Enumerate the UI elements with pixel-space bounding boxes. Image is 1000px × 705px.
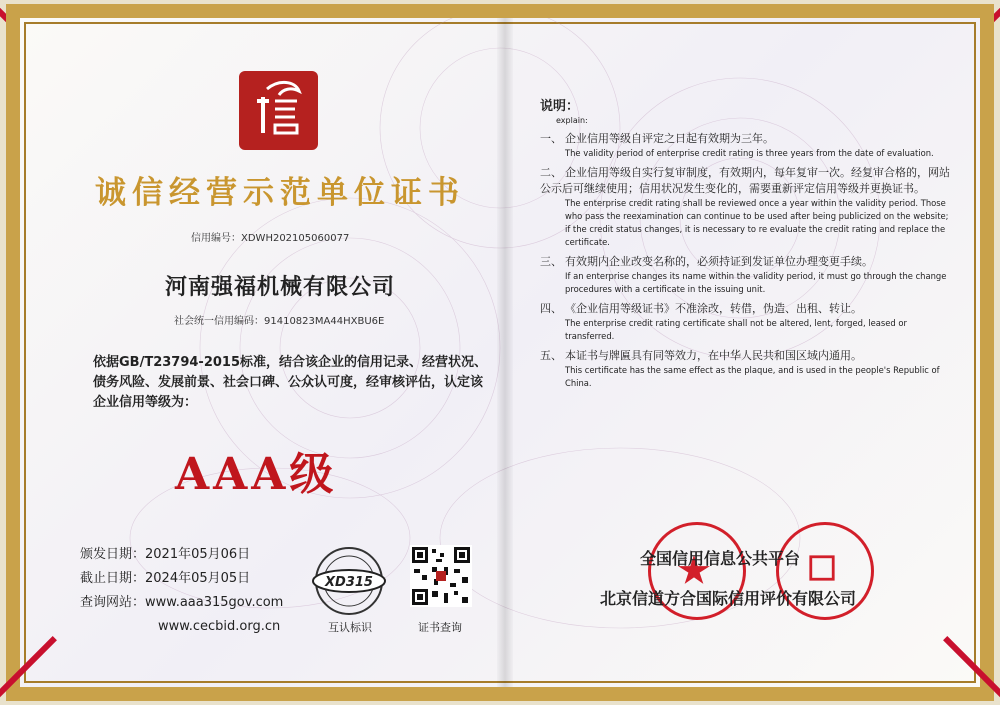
certificate-title: 诚信经营示范单位证书 bbox=[95, 175, 465, 211]
item-number: 二、 bbox=[540, 166, 562, 179]
item-text-cn: 本证书与牌匾具有同等效力，在中华人民共和国区域内通用。 bbox=[565, 349, 862, 362]
social-credit-code bbox=[174, 312, 384, 327]
mark-text: XD315 bbox=[325, 575, 373, 590]
certificate-dates bbox=[80, 543, 283, 639]
query-website-2: www.cecbid.org.cn bbox=[158, 619, 281, 634]
item-text-en: If an enterprise changes its name within the validity period, it must go through the change procedures with a certificate in the issuing unit. bbox=[565, 271, 947, 294]
explain-item bbox=[540, 131, 950, 160]
credit-logo-icon bbox=[239, 71, 318, 150]
explain-item bbox=[540, 254, 950, 296]
qr-caption: 证书查询 bbox=[418, 621, 462, 634]
issuer-platform: 全国信用信息公共平台 bbox=[640, 549, 801, 568]
explain-section bbox=[540, 95, 950, 395]
mark-caption: 互认标识 bbox=[328, 621, 372, 634]
item-text-en: The validity period of enterprise credit rating is three years from the date of evaluation. bbox=[565, 148, 934, 158]
item-text-en: This certificate has the same effect as the plaque, and is used in the people's Republic of China. bbox=[565, 365, 940, 388]
explain-item bbox=[540, 301, 950, 343]
item-number: 三、 bbox=[540, 255, 562, 268]
explain-item bbox=[540, 165, 950, 249]
query-website: 查询网站：www.aaa315gov.com bbox=[80, 595, 284, 610]
item-text-cn: 企业信用等级自实行复审制度，有效期内，每年复审一次。经复审合格的，网站公示后可继续使用；信用状况发生变化的，需要重新评定信用等级并更换证书。 bbox=[540, 166, 950, 195]
credit-number-label: 信用编号： bbox=[191, 233, 241, 244]
item-number: 五、 bbox=[540, 349, 562, 362]
qr-code-icon[interactable] bbox=[410, 545, 472, 607]
item-text-cn: 企业信用等级自评定之日起有效期为三年。 bbox=[565, 132, 774, 145]
social-code-value: 91410823MA44HXBU6E bbox=[264, 316, 385, 327]
evaluation-basis: 依据GB/T23794-2015标准，结合该企业的信用记录、经营状况、债务风险、发展前景、社会口碑、公众认可度，经审核评估，认定该企业信用等级为： bbox=[93, 355, 487, 410]
expiry-date: 截止日期：2024年05月05日 bbox=[80, 571, 251, 586]
book-spine bbox=[497, 18, 513, 687]
credit-grade: AAA级 bbox=[175, 449, 338, 500]
explain-heading: 说明： bbox=[540, 99, 580, 114]
item-text-cn: 有效期内企业改变名称的，必须持证到发证单位办理变更手续。 bbox=[565, 255, 873, 268]
item-number: 四、 bbox=[540, 302, 562, 315]
social-code-label: 社会统一信用编码： bbox=[174, 316, 264, 327]
issue-date: 颁发日期：2021年05月06日 bbox=[80, 547, 251, 562]
mutual-recognition-mark-icon bbox=[312, 545, 387, 617]
explain-item bbox=[540, 348, 950, 390]
item-text-en: The enterprise credit rating certificate shall not be altered, lent, forged, leased or transferred. bbox=[565, 318, 907, 341]
company-name: 河南强福机械有限公司 bbox=[164, 274, 395, 300]
credit-number-value: XDWH202105060077 bbox=[241, 233, 350, 244]
credit-number bbox=[191, 229, 349, 244]
item-text-cn: 《企业信用等级证书》不准涂改，转借，伪造、出租、转让。 bbox=[565, 302, 862, 315]
item-number: 一、 bbox=[540, 132, 562, 145]
item-text-en: The enterprise credit rating shall be reviewed once a year within the validity period. Those who pass the reexamination can continue to be used after being publicized on the website; if the credit status changes, it is necessary to re evaluate the credit rating and replace the certificate. bbox=[565, 198, 949, 247]
explain-heading-en: explain: bbox=[556, 116, 588, 125]
issuer-company: 北京信道方合国际信用评价有限公司 bbox=[600, 589, 857, 608]
